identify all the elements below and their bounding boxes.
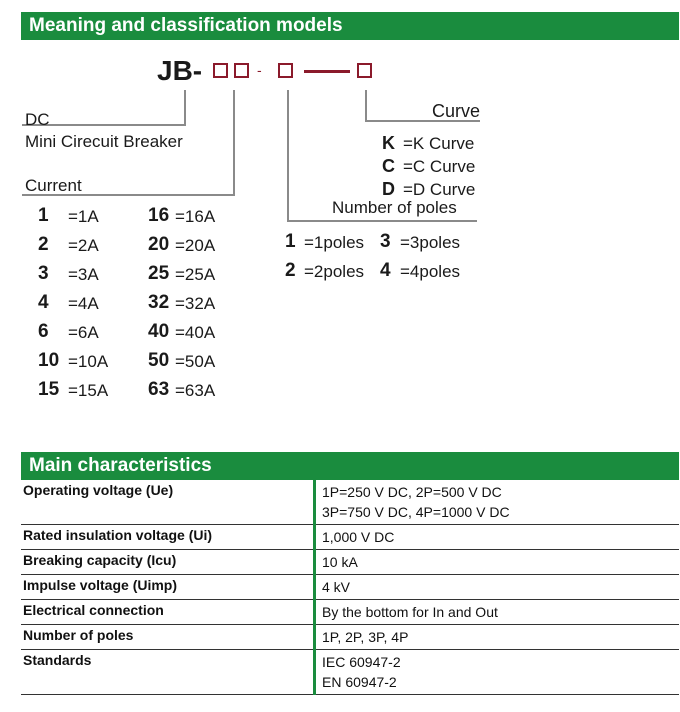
spec-key: Electrical connection <box>21 600 315 625</box>
current-value: =1A <box>68 207 99 226</box>
spec-key: Impulse voltage (Uimp) <box>21 575 315 600</box>
current-code-box-2 <box>234 63 249 78</box>
table-row <box>21 550 679 575</box>
current-code: 25 <box>148 263 170 284</box>
current-code: 50 <box>148 350 170 371</box>
current-code: 20 <box>148 234 170 255</box>
dc-label: DC <box>25 110 50 129</box>
current-code: 63 <box>148 379 170 400</box>
current-value: =10A <box>68 352 109 371</box>
curve-code-d: D <box>382 179 395 199</box>
current-code: 40 <box>148 321 170 342</box>
model-dash <box>304 70 350 73</box>
current-code: 3 <box>38 263 49 284</box>
poles-code: 2 <box>285 260 296 281</box>
poles-value: =2poles <box>304 262 365 281</box>
current-value: =25A <box>175 265 216 284</box>
characteristics-table <box>21 480 679 695</box>
current-code: 1 <box>38 205 49 226</box>
current-value: =15A <box>68 381 109 400</box>
curve-code-k: K <box>382 133 395 153</box>
current-value: =20A <box>175 236 216 255</box>
current-label: Current <box>25 176 82 195</box>
current-code: 4 <box>38 292 49 313</box>
spec-value <box>315 550 680 575</box>
spec-value <box>315 600 680 625</box>
model-prefix: JB- <box>157 55 203 86</box>
curve-value-k: =K Curve <box>403 134 475 153</box>
table-row <box>21 480 679 525</box>
spec-key: Standards <box>21 650 315 695</box>
spec-key: Operating voltage (Ue) <box>21 480 315 525</box>
poles-value: =4poles <box>400 262 461 281</box>
connector-current-vertical <box>233 90 235 196</box>
current-value: =50A <box>175 352 216 371</box>
curve-label: Curve <box>432 101 481 121</box>
spec-key: Breaking capacity (Icu) <box>21 550 315 575</box>
spec-value <box>315 480 680 525</box>
spec-key: Number of poles <box>21 625 315 650</box>
spec-value <box>315 625 680 650</box>
poles-value: =1poles <box>304 233 365 252</box>
connector-poles-horizontal <box>287 220 477 222</box>
spec-value <box>315 575 680 600</box>
curve-code-box <box>357 63 372 78</box>
current-value: =40A <box>175 323 216 342</box>
current-code: 15 <box>38 379 60 400</box>
spec-value-line: 1P, 2P, 3P, 4P <box>322 629 409 645</box>
poles-code-box <box>278 63 293 78</box>
breaker-label: Mini Cirecuit Breaker <box>25 132 183 151</box>
curve-code-c: C <box>382 156 395 176</box>
model-separator: - <box>257 62 262 78</box>
curve-value-c: =C Curve <box>403 157 476 176</box>
current-code: 32 <box>148 292 170 313</box>
current-value: =16A <box>175 207 216 226</box>
spec-value-line: 3P=750 V DC, 4P=1000 V DC <box>322 504 510 520</box>
table-row <box>21 600 679 625</box>
spec-value-line: 1,000 V DC <box>322 529 395 545</box>
curve-value-d: =D Curve <box>403 180 476 199</box>
spec-value-line: 1P=250 V DC, 2P=500 V DC <box>322 484 502 500</box>
poles-label: Number of poles <box>332 198 457 217</box>
current-value: =63A <box>175 381 216 400</box>
poles-code: 3 <box>380 231 391 252</box>
spec-value <box>315 650 680 695</box>
table-row <box>21 625 679 650</box>
spec-value-line: IEC 60947-2 <box>322 654 401 670</box>
connector-curve-vertical <box>365 90 367 122</box>
current-code: 10 <box>38 350 60 371</box>
current-code: 16 <box>148 205 170 226</box>
current-value: =32A <box>175 294 216 313</box>
spec-value-line: 10 kA <box>322 554 358 570</box>
current-value: =4A <box>68 294 99 313</box>
current-code: 6 <box>38 321 49 342</box>
poles-code: 1 <box>285 231 296 252</box>
table-row <box>21 650 679 695</box>
spec-value-line: 4 kV <box>322 579 351 595</box>
poles-value: =3poles <box>400 233 461 252</box>
current-code: 2 <box>38 234 49 255</box>
current-value: =6A <box>68 323 99 342</box>
table-row <box>21 575 679 600</box>
current-code-box-1 <box>213 63 228 78</box>
spec-value-line: EN 60947-2 <box>322 674 397 690</box>
table-row <box>21 525 679 550</box>
spec-value-line: By the bottom for In and Out <box>322 604 498 620</box>
connector-dc-vertical <box>184 90 186 126</box>
current-value: =2A <box>68 236 99 255</box>
section-header-characteristics: Main characteristics <box>21 452 679 480</box>
spec-value <box>315 525 680 550</box>
connector-poles-vertical <box>287 90 289 222</box>
current-value: =3A <box>68 265 99 284</box>
spec-key: Rated insulation voltage (Ui) <box>21 525 315 550</box>
poles-code: 4 <box>380 260 391 281</box>
section-header-meaning: Meaning and classification models <box>21 12 679 40</box>
